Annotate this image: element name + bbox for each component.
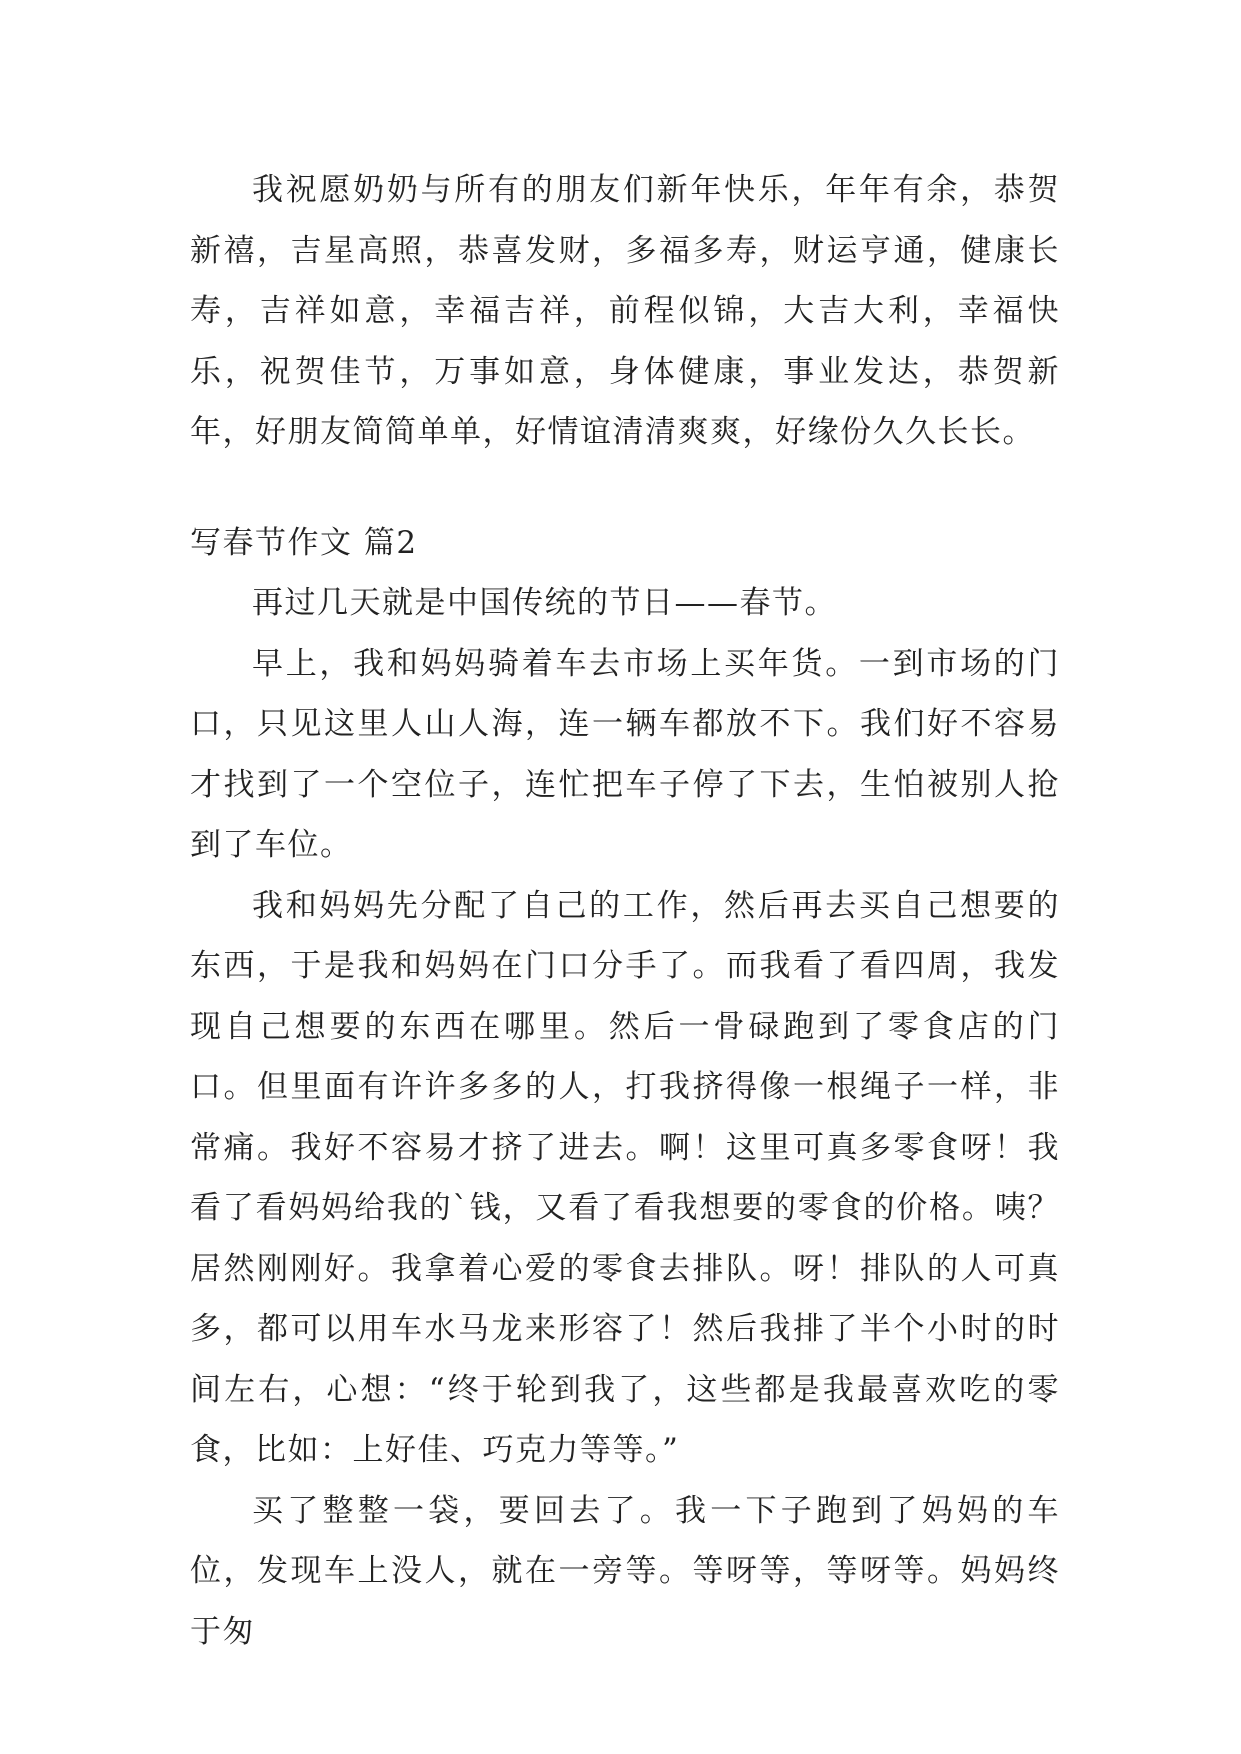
paragraph-snack-shopping: 我和妈妈先分配了自己的工作，然后再去买自己想要的东西，于是我和妈妈在门口分手了。而我看了看四周，我发现自己想要的东西在哪里。然后一骨碌跑到了零食店的门口。但里面有许许多多的人，打我挤得像一根绳子一样，非常痛。我好不容易才挤了进去。啊！这里可真多零食呀！我看了看妈妈给我的`钱，又看了看我想要的零食的价格。咦？居然刚刚好。我拿着心爱的零食去排队。呀！排队的人可真多，都可以用车水马龙来形容了！然后我排了半个小时的时间左右，心想：“终于轮到我了，这些都是我最喜欢吃的零食，比如：上好佳、巧克力等等。” — [190, 887, 1060, 1468]
paragraph-intro: 再过几天就是中国传统的节日——春节。 — [252, 585, 837, 621]
section-heading: 写春节作文 篇2 — [190, 524, 418, 561]
paragraph-new-year-wishes: 我祝愿奶奶与所有的朋友们新年快乐，年年有余，恭贺新禧，吉星高照，恭喜发财，多福多寿，财运亨通，健康长寿，吉祥如意，幸福吉祥，前程似锦，大吉大利，幸福快乐，祝贺佳节，万事如意，身体健康，事业发达，恭贺新年，好朋友简简单单，好情谊清清爽爽，好缘份久久长长。 — [190, 172, 1060, 450]
paragraph-market-arrival: 早上，我和妈妈骑着车去市场上买年货。一到市场的门口，只见这里人山人海，连一辆车都放不下。我们好不容易才找到了一个空位子，连忙把车子停了下去，生怕被别人抢到了车位。 — [190, 645, 1060, 863]
paragraph-waiting: 买了整整一袋，要回去了。我一下子跑到了妈妈的车位，发现车上没人，就在一旁等。等呀等，等呀等。妈妈终于匆 — [190, 1492, 1060, 1650]
document-body — [190, 160, 1060, 1662]
